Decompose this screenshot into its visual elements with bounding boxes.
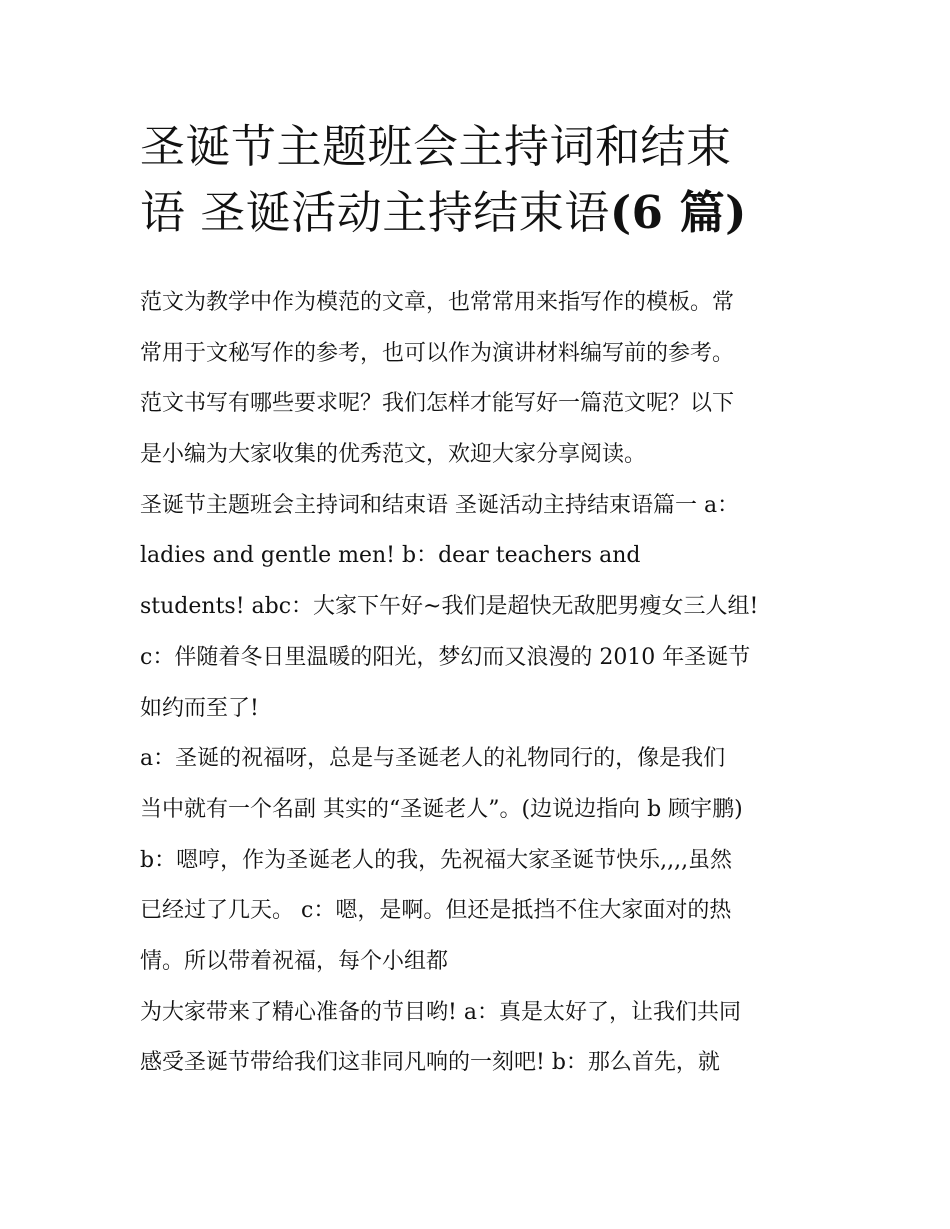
text-line: 是小编为大家收集的优秀范文，欢迎大家分享阅读。 [140, 442, 647, 468]
title-count: (6 篇) [609, 186, 747, 239]
text-line: ladies and gentle men! b：dear teachers and [140, 543, 641, 569]
text-line: 圣诞节主题班会主持词和结束语 圣诞活动主持结束语篇一 a： [140, 492, 740, 518]
text-line: b：嗯哼，作为圣诞老人的我，先祝福大家圣诞节快乐,,,,虽然 [140, 847, 733, 873]
text-line: 感受圣诞节带给我们这非同凡响的一刻吧! b：那么首先，就 [140, 1050, 720, 1076]
document-title [140, 114, 820, 246]
text-line: 范文为教学中作为模范的文章，也常常用来指写作的模板。常 [140, 290, 735, 315]
title-line-1: 圣诞节主题班会主持词和结束 [140, 120, 732, 173]
text-line: 范文书写有哪些要求呢？我们怎样才能写好一篇范文呢？以下 [140, 391, 735, 417]
document-body [140, 278, 812, 1089]
text-line: a：圣诞的祝福呀，总是与圣诞老人的礼物同行的，像是我们 [140, 746, 726, 772]
text-line: 常用于文秘写作的参考，也可以作为演讲材料编写前的参考。 [140, 340, 735, 366]
text-line: 当中就有一个名副 其实的“圣诞老人”。(边说边指向 b 顾宇鹏) [140, 796, 743, 822]
text-line: c：伴随着冬日里温暖的阳光，梦幻而又浪漫的 2010 年圣诞节 [140, 644, 751, 670]
title-line-2: 语 圣诞活动主持结束语 [140, 186, 610, 239]
text-line: 如约而至了! [140, 695, 259, 721]
text-line: students! abc：大家下午好~我们是超快无敌肥男瘦女三人组! [140, 594, 759, 620]
text-line: 已经过了几天。 c：嗯，是啊。但还是抵挡不住大家面对的热 [140, 898, 732, 924]
text-line: 为大家带来了精心准备的节目哟! a：真是太好了，让我们共同 [140, 999, 741, 1025]
text-line: 情。所以带着祝福，每个小组都 [140, 948, 449, 974]
